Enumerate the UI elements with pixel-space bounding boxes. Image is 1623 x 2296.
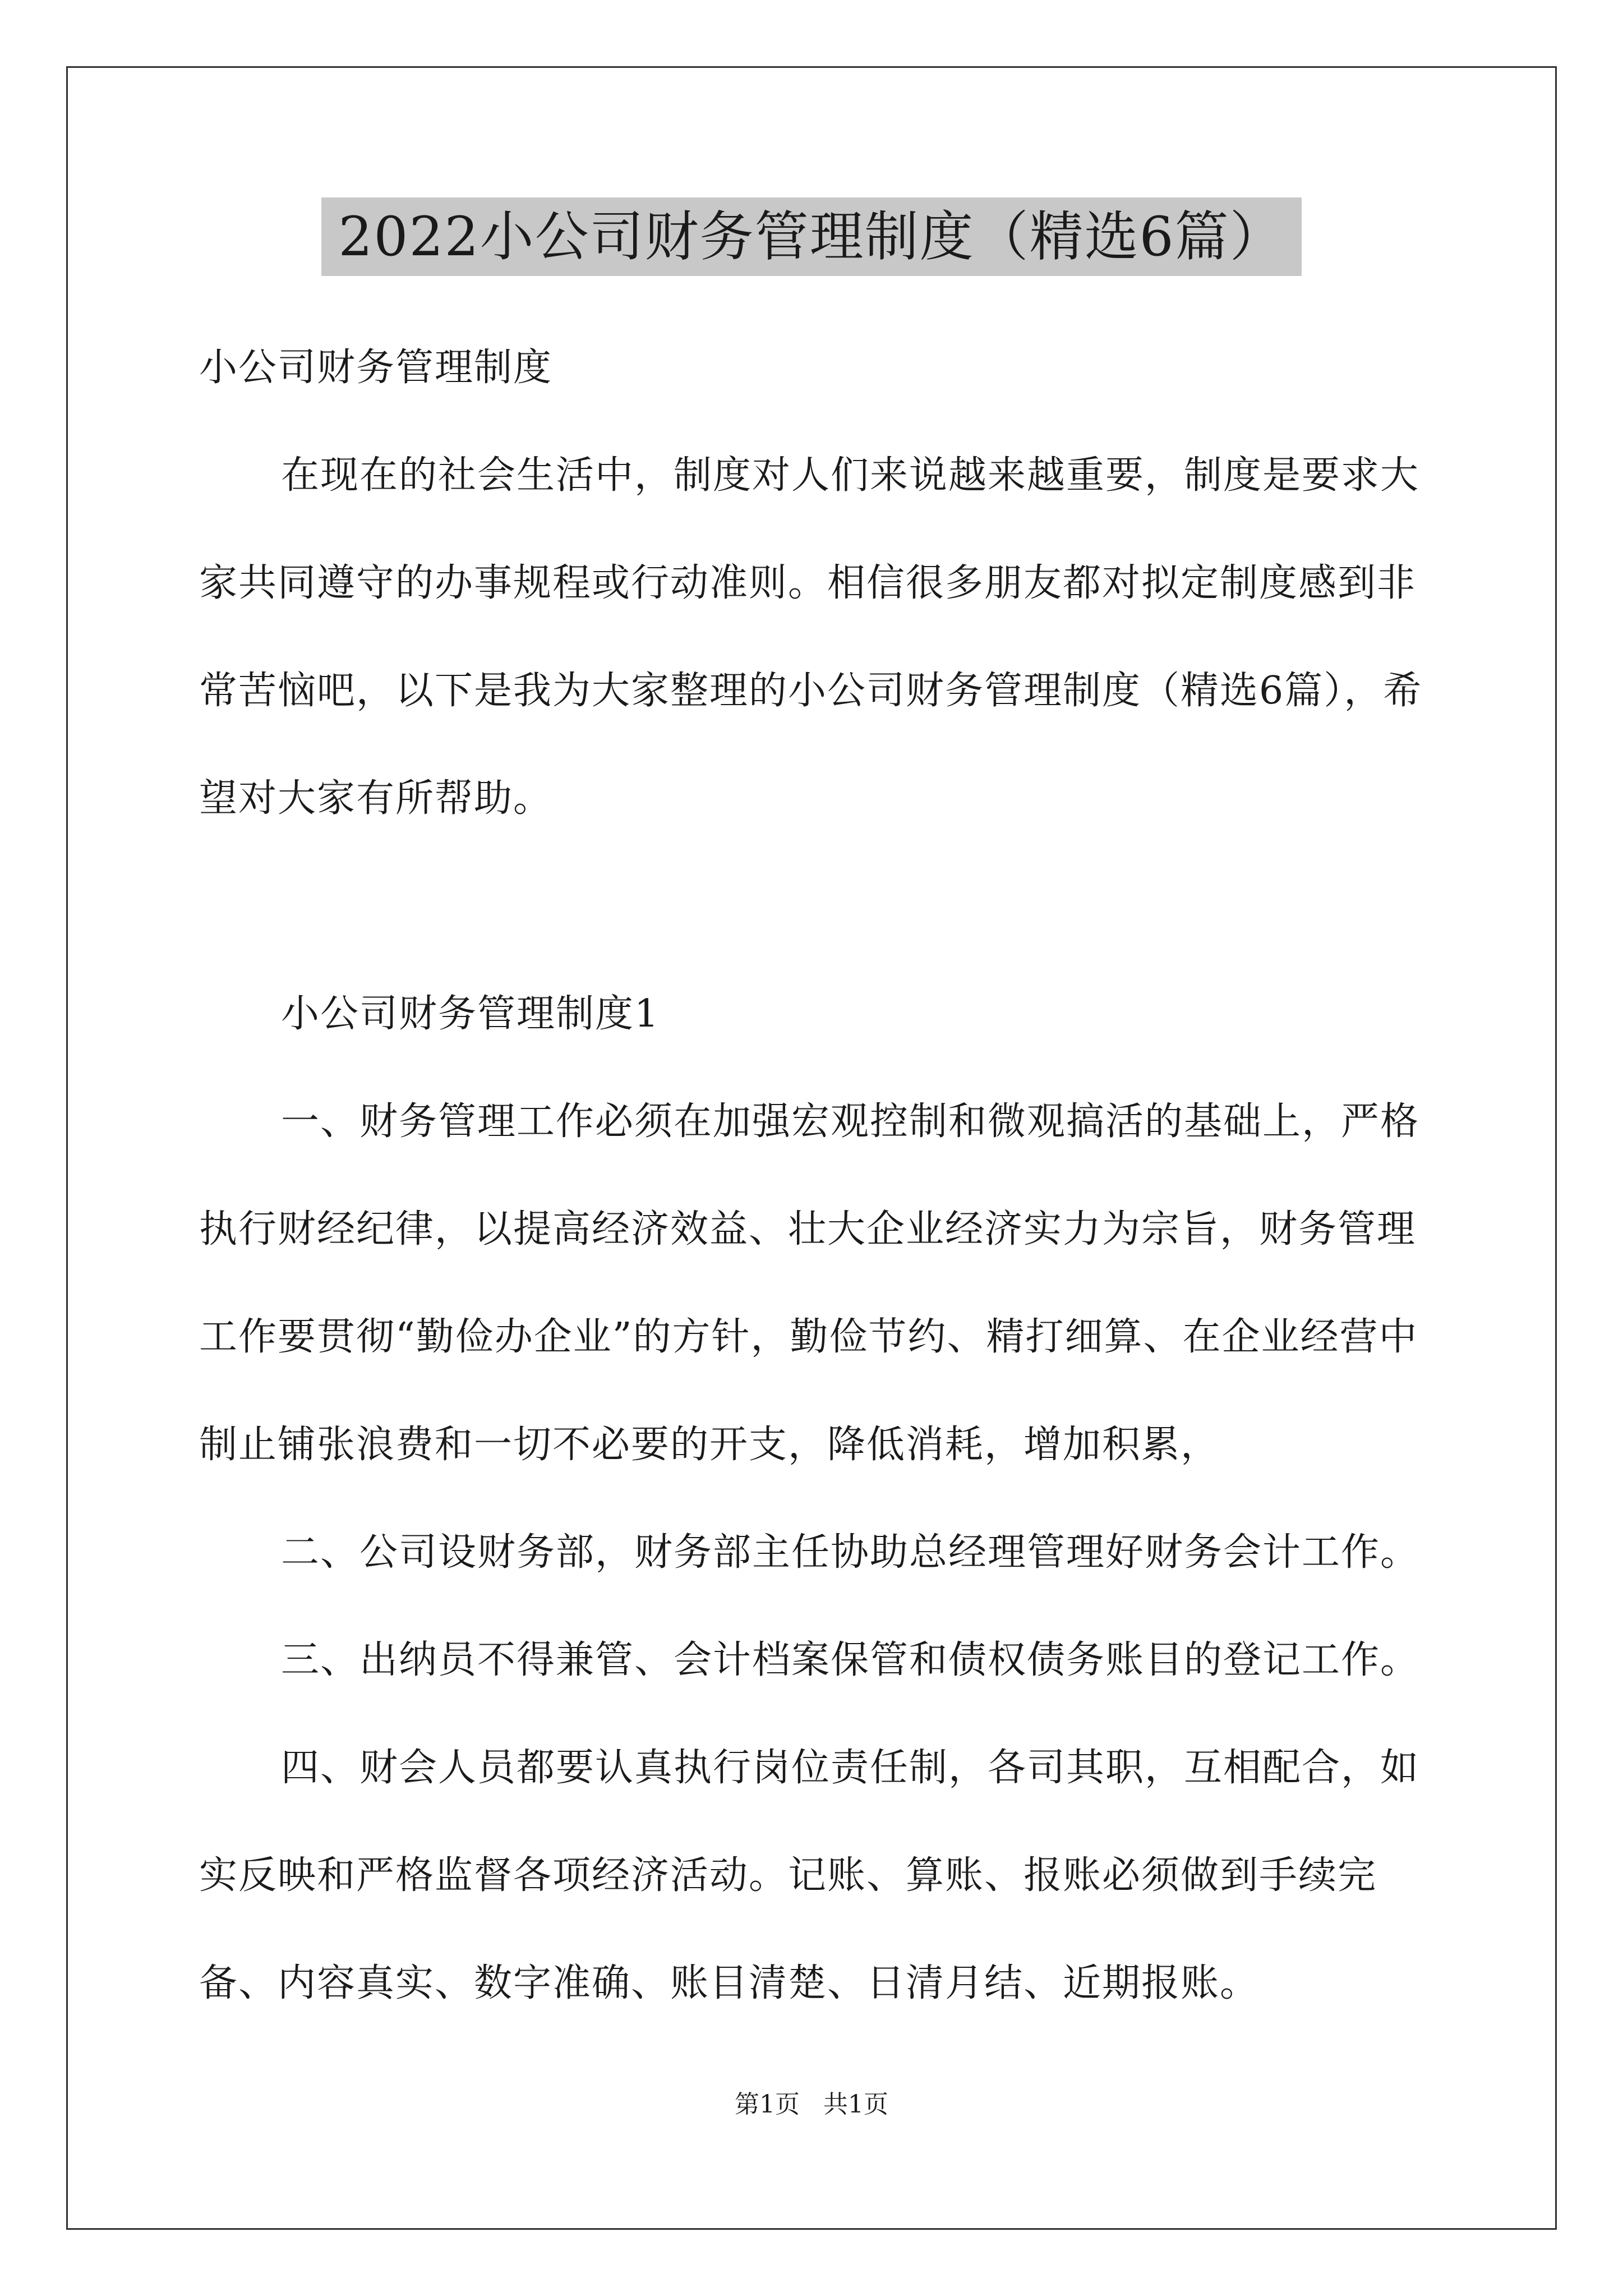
document-subtitle: 小公司财务管理制度 <box>199 346 553 390</box>
intro-paragraph: 在现在的社会生活中，制度对人们来说越来越重要，制度是要求大家共同遵守的办事规程或行动准则。相信很多朋友都对拟定制度感到非常苦恼吧，以下是我为大家整理的小公司财务管理制度（精选6篇），希望对大家有所帮助。 <box>199 453 1423 821</box>
paragraph-spacer <box>199 853 1433 960</box>
document-body <box>199 314 1433 2037</box>
document-title: 2022小公司财务管理制度（精选6篇） <box>321 197 1301 276</box>
body-paragraph: 一、财务管理工作必须在加强宏观控制和微观搞活的基础上，严格执行财经纪律，以提高经济效益、壮大企业经济实力为宗旨，财务管理工作要贯彻“勤俭办企业”的方针，勤俭节约、精打细算、在企业经营中制止铺张浪费和一切不必要的开支，降低消耗，增加积累， <box>199 1099 1420 1467</box>
title-container <box>0 197 1623 276</box>
page-footer: 第1页 共1页 <box>735 2090 888 2119</box>
body-paragraph: 三、出纳员不得兼管、会计档案保管和债权债务账目的登记工作。 <box>281 1638 1420 1682</box>
body-paragraph: 四、财会人员都要认真执行岗位责任制，各司其职，互相配合，如实反映和严格监督各项经济活动。记账、算账、报账必须做到手续完备、内容真实、数字准确、账目清楚、日清月结、近期报账。 <box>199 1746 1420 2005</box>
body-paragraph: 二、公司设财务部，财务部主任协助总经理管理好财务会计工作。 <box>281 1530 1420 1575</box>
section-heading: 小公司财务管理制度1 <box>281 992 660 1036</box>
